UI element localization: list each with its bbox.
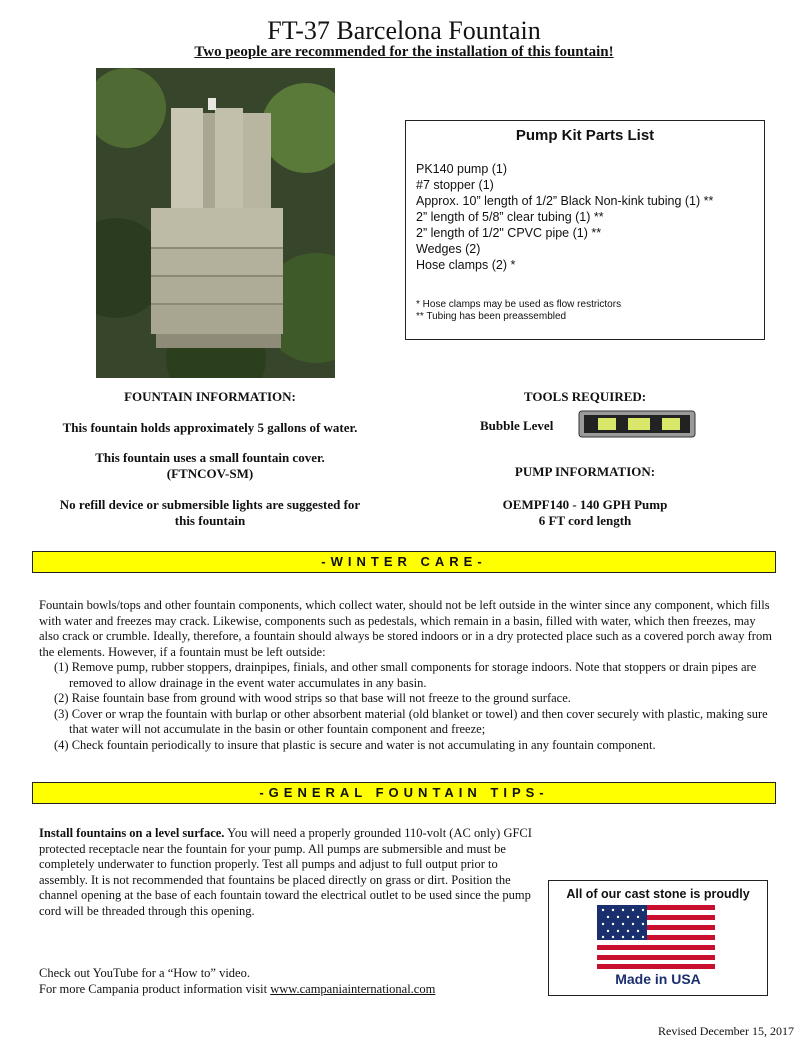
list-item: (4) Check fountain periodically to insure that plastic is secure and water is not accumulating in any fountain component. — [54, 737, 656, 752]
list-item: 2” length of 5/8” clear tubing (1) ** — [416, 210, 604, 224]
general-tips-section — [39, 826, 539, 919]
more-info-text: For more Campania product information visit — [39, 981, 271, 996]
page-title: FT-37 Barcelona Fountain — [267, 16, 541, 45]
note: ** Tubing has been preassembled — [416, 311, 567, 322]
general-tips-banner: -GENERAL FOUNTAIN TIPS- — [32, 782, 776, 804]
list-item: #7 stopper (1) — [416, 178, 494, 192]
youtube-note: Check out YouTube for a “How to” video. — [39, 966, 250, 980]
winter-care-section — [39, 598, 775, 753]
tools-heading: TOOLS REQUIRED: — [523, 389, 647, 404]
winter-intro: Fountain bowls/tops and other fountain components, which collect water, should not be left outside in the winter since any component, which fills with water and freezes may crack. Likewise, components such as pedestals, which remain in a basin, filled with water, which then freezes, may also crack or crumble. Ideally, therefore, a fountain should always be stored indoors or in a dry protected place such as a covered porch away from the elements. However, if a fountain must be left outside: — [39, 598, 772, 659]
fountain-cover-line2: (FTNCOV-SM) — [166, 466, 254, 481]
tips-body: You will need a properly grounded 110-volt (AC only) GFCI protected receptacle near the fountain for your pump. All pumps are submersible and must be completely underwater to function properly. Test all pumps and adjust to full output prior to assembly. It is not recommended that fountains be placed directly on grass or dirt. Position the channel opening at the base of each fountain toward the electrical outlet to be used since the pump cord will be threaded through this opening. — [39, 826, 532, 918]
tips-lead: Install fountains on a level surface. — [39, 826, 225, 840]
pump-info-heading: PUMP INFORMATION: — [514, 464, 656, 479]
installation-warning: Two people are recommended for the installation of this fountain! — [194, 44, 614, 60]
list-item: (1) Remove pump, rubber stoppers, drainpipes, finials, and other small components for storage indoors. Note that stoppers or drain pipes are removed to allow drainage in the event water accumulates in any basin. — [54, 660, 757, 690]
list-item: Hose clamps (2) * — [416, 258, 516, 272]
refill-line2: this fountain — [174, 513, 246, 528]
note: * Hose clamps may be used as flow restrictors — [416, 299, 622, 310]
revised-date: Revised December 15, 2017 — [658, 1024, 794, 1038]
pump-cord: 6 FT cord length — [538, 513, 632, 528]
list-item: Wedges (2) — [416, 242, 481, 256]
winter-steps — [39, 660, 775, 753]
fountain-capacity: This fountain holds approximately 5 gallons of water. — [62, 420, 358, 435]
campania-website-link[interactable]: www.campaniainternational.com — [270, 981, 436, 996]
pump-kit-notes — [416, 299, 621, 323]
made-in-usa-badge — [548, 880, 768, 996]
list-item: PK140 pump (1) — [416, 162, 508, 176]
refill-line1: No refill device or submersible lights are suggested for — [59, 497, 361, 512]
bubble-level-icon — [578, 410, 696, 438]
pump-model: OEMPF140 - 140 GPH Pump — [502, 497, 668, 512]
list-item: (2) Raise fountain base from ground with wood strips so that base will not freeze to the ground surface. — [54, 691, 571, 705]
list-item: (3) Cover or wrap the fountain with burlap or other absorbent material (old blanket or towel) and then cover securely with plastic, making sure that water will not accumulate in the basin or other fountain component and freeze; — [54, 706, 768, 736]
pump-kit-heading: Pump Kit Parts List — [515, 127, 655, 144]
list-item: Approx. 10” length of 1/2” Black Non-kink tubing (1) ** — [416, 194, 714, 208]
list-item: 2” length of 1/2" CPVC pipe (1) ** — [416, 226, 602, 240]
fountain-info-heading: FOUNTAIN INFORMATION: — [124, 389, 296, 404]
tips-paragraph — [39, 826, 539, 919]
pump-kit-list — [416, 161, 713, 273]
usa-badge-top: All of our cast stone is proudly — [566, 887, 750, 901]
footer — [39, 966, 435, 997]
pump-kit-box — [405, 120, 765, 340]
fountain-photo — [96, 68, 335, 378]
fountain-cover-line1: This fountain uses a small fountain cover. — [95, 450, 325, 465]
us-flag-icon — [597, 905, 715, 969]
winter-care-banner: -WINTER CARE- — [32, 551, 776, 573]
usa-badge-bottom: Made in USA — [615, 971, 701, 987]
more-info-line — [39, 982, 435, 998]
tool-item: Bubble Level — [480, 418, 554, 433]
